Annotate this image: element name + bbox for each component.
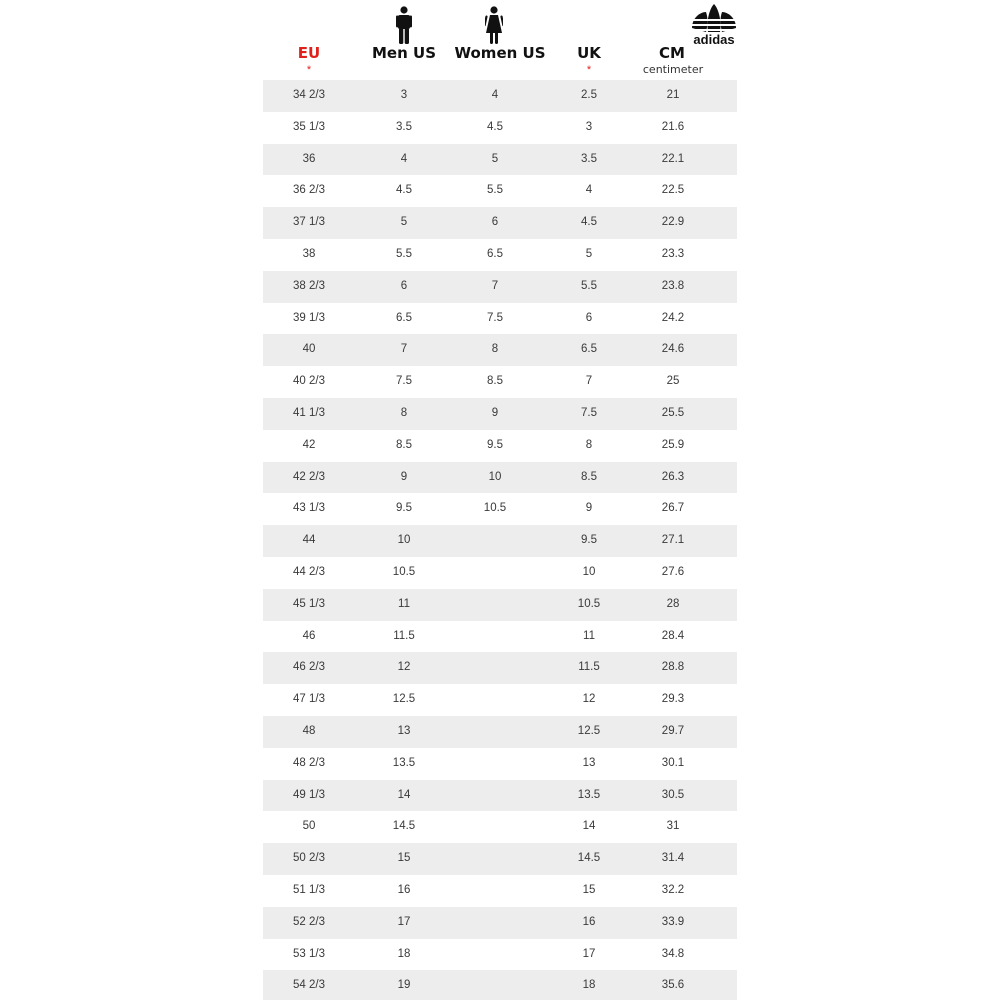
table-row	[263, 748, 737, 780]
uk-asterisk: *	[586, 64, 592, 76]
cell-uk: 6.5	[581, 343, 597, 356]
cell-cm: 30.1	[661, 756, 685, 769]
cell-men-us: 7.5	[396, 375, 412, 388]
cell-uk: 14.5	[577, 852, 601, 865]
cell-men-us: 15	[397, 852, 411, 865]
table-row	[263, 334, 737, 366]
cell-women-us: 6.5	[487, 247, 503, 260]
cell-cm: 26.7	[661, 502, 685, 515]
cell-men-us: 11.5	[393, 629, 415, 642]
cell-cm: 28	[666, 597, 680, 610]
cell-eu: 34 2/3	[293, 89, 325, 101]
table-row	[263, 207, 737, 239]
cell-men-us: 12.5	[392, 693, 416, 706]
cell-eu: 37 1/3	[293, 216, 325, 229]
table-row	[263, 716, 737, 748]
table-row	[263, 557, 737, 589]
cell-uk: 17	[582, 947, 596, 960]
cell-men-us: 5	[400, 216, 408, 229]
cell-eu: 43 1/3	[293, 502, 325, 515]
cell-eu: 36	[302, 152, 316, 165]
brand-name: adidas	[693, 32, 735, 46]
table-row	[263, 907, 737, 939]
cell-eu: 38 2/3	[293, 279, 325, 292]
header-eu: EU	[297, 44, 321, 62]
cell-men-us: 8	[400, 406, 408, 419]
table-row	[263, 684, 737, 716]
cell-cm: 32.2	[661, 883, 685, 896]
cell-men-us: 6.5	[396, 311, 412, 324]
cell-cm: 28.8	[661, 661, 685, 674]
cell-eu: 42 2/3	[293, 470, 325, 483]
cell-women-us: 5.5	[487, 184, 503, 197]
cell-women-us: 8.5	[487, 375, 503, 388]
cell-eu: 49 1/3	[293, 788, 325, 801]
cell-uk: 6	[585, 311, 593, 324]
header-women-us: Women US	[454, 44, 546, 62]
cell-women-us: 10	[488, 470, 502, 483]
cell-men-us: 10	[397, 534, 411, 547]
cell-cm: 21.6	[661, 120, 685, 133]
cell-cm: 30.5	[661, 788, 685, 801]
cell-uk: 9	[585, 502, 593, 515]
header-uk: UK	[577, 44, 601, 62]
cell-women-us: 10.5	[483, 502, 507, 515]
cell-cm: 31.4	[661, 852, 685, 865]
cell-cm: 25.9	[661, 438, 685, 451]
cell-eu: 48 2/3	[293, 756, 325, 769]
table-row	[263, 843, 737, 875]
cell-uk: 2.5	[581, 89, 597, 101]
cell-cm: 27.1	[661, 534, 685, 547]
table-row	[263, 525, 737, 557]
cell-cm: 34.8	[661, 947, 685, 960]
cell-women-us: 6	[491, 216, 499, 229]
table-row	[263, 175, 737, 207]
cell-cm: 29.7	[661, 724, 685, 737]
cell-men-us: 9.5	[396, 502, 412, 515]
cell-cm: 27.6	[661, 565, 685, 578]
cell-cm: 25	[666, 375, 680, 388]
cell-men-us: 7	[400, 343, 408, 356]
cell-men-us: 9	[400, 470, 408, 483]
cell-uk: 18	[582, 979, 596, 992]
table-row	[263, 398, 737, 430]
table-row	[263, 271, 737, 303]
cell-women-us: 4.5	[487, 120, 503, 133]
cell-uk: 7	[585, 375, 593, 388]
table-row	[263, 80, 737, 112]
cell-men-us: 3	[400, 89, 408, 101]
cell-men-us: 4	[400, 152, 408, 165]
cell-eu: 52 2/3	[293, 915, 325, 928]
cell-uk: 12.5	[577, 724, 601, 737]
cell-eu: 41 1/3	[293, 406, 325, 419]
table-row	[263, 239, 737, 271]
cell-women-us: 5	[491, 152, 499, 165]
cell-men-us: 14	[397, 788, 411, 801]
cell-men-us: 4.5	[396, 184, 412, 197]
cell-uk: 10.5	[577, 597, 601, 610]
eu-asterisk: *	[306, 64, 312, 76]
cell-men-us: 10.5	[392, 565, 416, 578]
cell-eu: 38	[302, 247, 316, 260]
cell-uk: 3	[585, 120, 593, 133]
cell-eu: 50 2/3	[293, 852, 325, 865]
cell-eu: 40 2/3	[293, 375, 325, 388]
table-row	[263, 970, 737, 1000]
cell-cm: 21	[666, 89, 680, 101]
cell-cm: 31	[666, 820, 680, 833]
cell-men-us: 8.5	[396, 438, 412, 451]
cell-uk: 13.5	[577, 788, 601, 801]
cell-women-us: 7	[491, 279, 499, 292]
cell-eu: 47 1/3	[293, 693, 325, 706]
cell-men-us: 17	[397, 915, 411, 928]
cell-cm: 22.9	[661, 216, 685, 229]
cell-eu: 40	[302, 343, 316, 356]
table-row	[263, 462, 737, 494]
woman-icon	[485, 6, 503, 49]
cell-cm: 25.5	[661, 406, 685, 419]
table-row	[263, 621, 737, 653]
cell-men-us: 13	[397, 724, 411, 737]
cell-cm: 26.3	[661, 470, 685, 483]
cell-uk: 13	[582, 756, 596, 769]
cell-men-us: 14.5	[392, 820, 416, 833]
cell-eu: 45 1/3	[293, 597, 325, 610]
table-row	[263, 589, 737, 621]
table-row	[263, 939, 737, 971]
cell-cm: 23.3	[661, 247, 685, 260]
cell-uk: 10	[582, 565, 596, 578]
cell-men-us: 19	[397, 979, 411, 992]
trefoil-logo-icon	[688, 2, 740, 46]
cell-uk: 11.5	[578, 661, 600, 674]
cell-men-us: 6	[400, 279, 408, 292]
cell-men-us: 12	[397, 661, 411, 674]
cell-cm: 24.2	[661, 311, 685, 324]
cell-uk: 8.5	[581, 470, 597, 483]
cell-eu: 35 1/3	[293, 120, 325, 133]
cell-cm: 22.5	[661, 184, 685, 197]
table-row	[263, 780, 737, 812]
cell-men-us: 13.5	[392, 756, 416, 769]
cell-uk: 4.5	[581, 216, 597, 229]
man-icon	[396, 6, 412, 49]
cell-eu: 44 2/3	[293, 565, 325, 578]
cell-uk: 5.5	[581, 279, 597, 292]
cell-eu: 42	[302, 438, 316, 451]
cell-men-us: 18	[397, 947, 411, 960]
cell-cm: 22.1	[661, 152, 685, 165]
cell-women-us: 8	[491, 343, 499, 356]
cell-eu: 51 1/3	[293, 883, 325, 896]
cell-men-us: 16	[397, 883, 411, 896]
cell-women-us: 7.5	[487, 311, 503, 324]
cell-cm: 23.8	[661, 279, 685, 292]
cell-uk: 14	[582, 820, 596, 833]
table-row	[263, 811, 737, 843]
cell-eu: 53 1/3	[293, 947, 325, 960]
cell-men-us: 11	[398, 597, 410, 610]
cell-uk: 15	[582, 883, 596, 896]
cell-eu: 48	[302, 724, 316, 737]
table-row	[263, 430, 737, 462]
table-row	[263, 144, 737, 176]
cell-eu: 46 2/3	[293, 661, 325, 674]
cell-men-us: 5.5	[396, 247, 412, 260]
header-cm: CM	[659, 44, 685, 62]
cell-uk: 9.5	[581, 534, 597, 547]
size-table	[263, 80, 737, 1000]
table-row	[263, 652, 737, 684]
table-row	[263, 875, 737, 907]
cell-eu: 36 2/3	[293, 184, 325, 197]
cell-eu: 46	[302, 629, 316, 642]
cell-cm: 24.6	[661, 343, 685, 356]
cell-cm: 33.9	[661, 915, 685, 928]
cell-uk: 16	[582, 915, 596, 928]
table-row	[263, 303, 737, 335]
header-cm-subtitle: centimeter	[642, 63, 704, 76]
cell-eu: 44	[302, 534, 316, 547]
cell-women-us: 9.5	[487, 438, 503, 451]
cell-eu: 50	[302, 820, 316, 833]
cell-uk: 4	[585, 184, 593, 197]
cell-uk: 8	[585, 438, 593, 451]
cell-eu: 54 2/3	[293, 979, 325, 992]
header-men-us: Men US	[372, 44, 436, 62]
cell-cm: 28.4	[661, 629, 685, 642]
table-row	[263, 493, 737, 525]
cell-uk: 12	[582, 693, 596, 706]
table-row	[263, 112, 737, 144]
cell-eu: 39 1/3	[293, 311, 325, 324]
cell-cm: 29.3	[661, 693, 685, 706]
cell-women-us: 4	[491, 89, 499, 101]
cell-cm: 35.6	[661, 979, 685, 992]
cell-uk: 11	[583, 629, 595, 642]
cell-uk: 7.5	[581, 406, 597, 419]
cell-uk: 5	[585, 247, 593, 260]
cell-men-us: 3.5	[396, 120, 412, 133]
cell-uk: 3.5	[581, 152, 597, 165]
cell-women-us: 9	[491, 406, 499, 419]
table-row	[263, 366, 737, 398]
